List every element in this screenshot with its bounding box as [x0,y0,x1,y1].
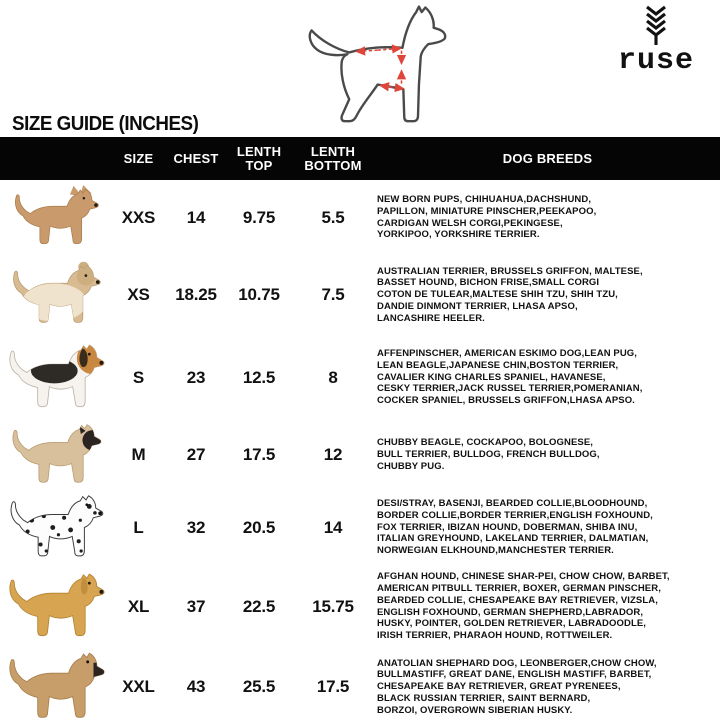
dog-photo-cell [0,648,112,720]
table-row-s [0,335,720,420]
length-bottom-value: 15.75 [312,596,354,616]
header-dog-breeds: DOG BREEDS [502,150,593,166]
dog-photo-cell [0,340,112,415]
size-value: XXL [122,677,155,696]
length-top-value: 10.75 [238,285,280,304]
header-image-spacer [0,137,112,180]
dog-photo-cell [0,261,112,330]
table-row-xxl [0,648,720,720]
dalmatian-photo [7,491,105,564]
length-bottom-value: 12 [323,445,343,464]
page-title: SIZE GUIDE (INCHES) [12,113,199,135]
length-top-value: 22.5 [242,596,276,616]
chest-value: 37 [186,596,206,616]
breeds-list: AFFENPINSCHER, AMERICAN ESKIMO DOG,LEAN PUG, LEAN BEAGLE,JAPANESE CHIN,BOSTON TERRIER, CAVALIER KING CHARLES SPANIEL, HAVANESE, CESKY TERRIER,JACK RUSSEL TERRIER,POMERANIAN, COCKER SPANIEL, BRUSSELS GRIFFON,LHASA APSO. [377,348,643,407]
wheat-icon [643,4,669,46]
chest-value: 43 [186,677,206,696]
breeds-list: AFGHAN HOUND, CHINESE SHAR-PEI, CHOW CHOW, BARBET, AMERICAN PITBULL TERRIER, BOXER, GERMAN PINSCHER, BEARDED COLLIE, CHESAPEAKE BAY RETRIEVER, VIZSLA, ENGLISH FOXHOUND, GERMAN SHEPHERD,LABRADOR, HUSKY, POINTER, GOLDEN RETRIEVER, LABRADOODLE, IRISH TERRIER, PHARAOH HOUND, ROTTWEILER. [377,571,670,641]
length-top-value: 9.75 [242,207,276,227]
dog-photo-cell [0,185,112,251]
dog-photo-cell [0,420,112,490]
length-bottom-value: 17.5 [316,677,350,696]
size-value: XL [127,596,150,616]
length-top-value: 25.5 [242,677,276,696]
size-value: S [132,367,145,387]
size-value: L [133,517,144,537]
dog-measurement-diagram-icon [283,2,498,135]
breeds-list: CHUBBY BEAGLE, COCKAPOO, BOLOGNESE, BULL TERRIER, BULLDOG, FRENCH BULLDOG, CHUBBY PUG. [377,437,600,472]
dog-outline [310,7,445,122]
size-value: XXS [121,207,156,227]
header-length-bottom: LENTH BOTTOM [304,143,362,173]
chest-value: 23 [186,367,206,387]
length-bottom-value: 7.5 [321,285,345,304]
lhasa-apso-photo [10,261,102,330]
chest-value: 27 [186,445,206,464]
breeds-list: DESI/STRAY, BASENJI, BEARDED COLLIE,BLOODHOUND, BORDER COLLIE,BORDER TERRIER,ENGLISH FOXHOUND, FOX TERRIER, IBIZAN HOUND, DOBERMAN, SHIBA INU, ITALIAN GREYHOUND, LAKELAND TERRIER, DALMATIAN, NORWEGIAN ELKHOUND,MANCHESTER TERRIER. [377,498,653,557]
table-row-xs [0,255,720,335]
breeds-list: NEW BORN PUPS, CHIHUAHUA,DACHSHUND, PAPILLON, MINIATURE PINSCHER,PEEKAPOO, CARDIGAN WELSH CORGI,PEKINGESE, YORKIPOO, YORKSHIRE TERRIER. [377,194,597,241]
top-section [0,0,720,137]
length-top-value: 17.5 [242,445,276,464]
length-top-value: 12.5 [242,367,276,387]
great-dane-photo [6,648,106,720]
header-size: SIZE [123,150,154,166]
chest-value: 14 [186,207,206,227]
length-bottom-value: 8 [328,367,338,387]
table-row-l [0,490,720,565]
header-length-top: LENTH TOP [236,143,282,173]
breeds-list: AUSTRALIAN TERRIER, BRUSSELS GRIFFON, MALTESE, BASSET HOUND, BICHON FRISE,SMALL CORGI COTON DE TULEAR,MALTESE SHIH TZU, SHIH TZU, DANDIE DINMONT TERRIER, LHASA APSO, LANCASHIRE HEELER. [377,265,643,324]
table-row-m [0,420,720,490]
length-top-value: 20.5 [242,517,276,537]
table-row-xl [0,565,720,648]
size-value: XS [127,285,150,304]
chihuahua-photo [12,185,100,251]
header-chest: CHEST [173,150,219,166]
beagle-photo [6,340,106,415]
pug-photo [9,420,103,490]
length-bottom-value: 5.5 [321,207,345,227]
brand-name: ruse [617,44,694,78]
breeds-list: ANATOLIAN SHEPHARD DOG, LEONBERGER,CHOW CHOW, BULLMASTIFF, GREAT DANE, ENGLISH MASTIFF, BARBET, CHESAPEAKE BAY RETRIEVER, GREAT PYRENEES, BLACK RUSSIAN TERRIER, SAINT BERNARD, BORZOI, OVERGROWN SIBERIAN HUSKY. [377,657,657,716]
size-value: M [131,445,146,464]
table-row-xxs [0,180,720,255]
brand-logo [610,4,702,78]
length-bottom-value: 14 [323,517,343,537]
table-header [0,137,720,180]
chest-value: 18.25 [175,285,217,304]
dog-photo-cell [0,569,112,644]
chest-value: 32 [186,517,206,537]
golden-retriever-photo [6,569,106,644]
dog-photo-cell [0,491,112,564]
